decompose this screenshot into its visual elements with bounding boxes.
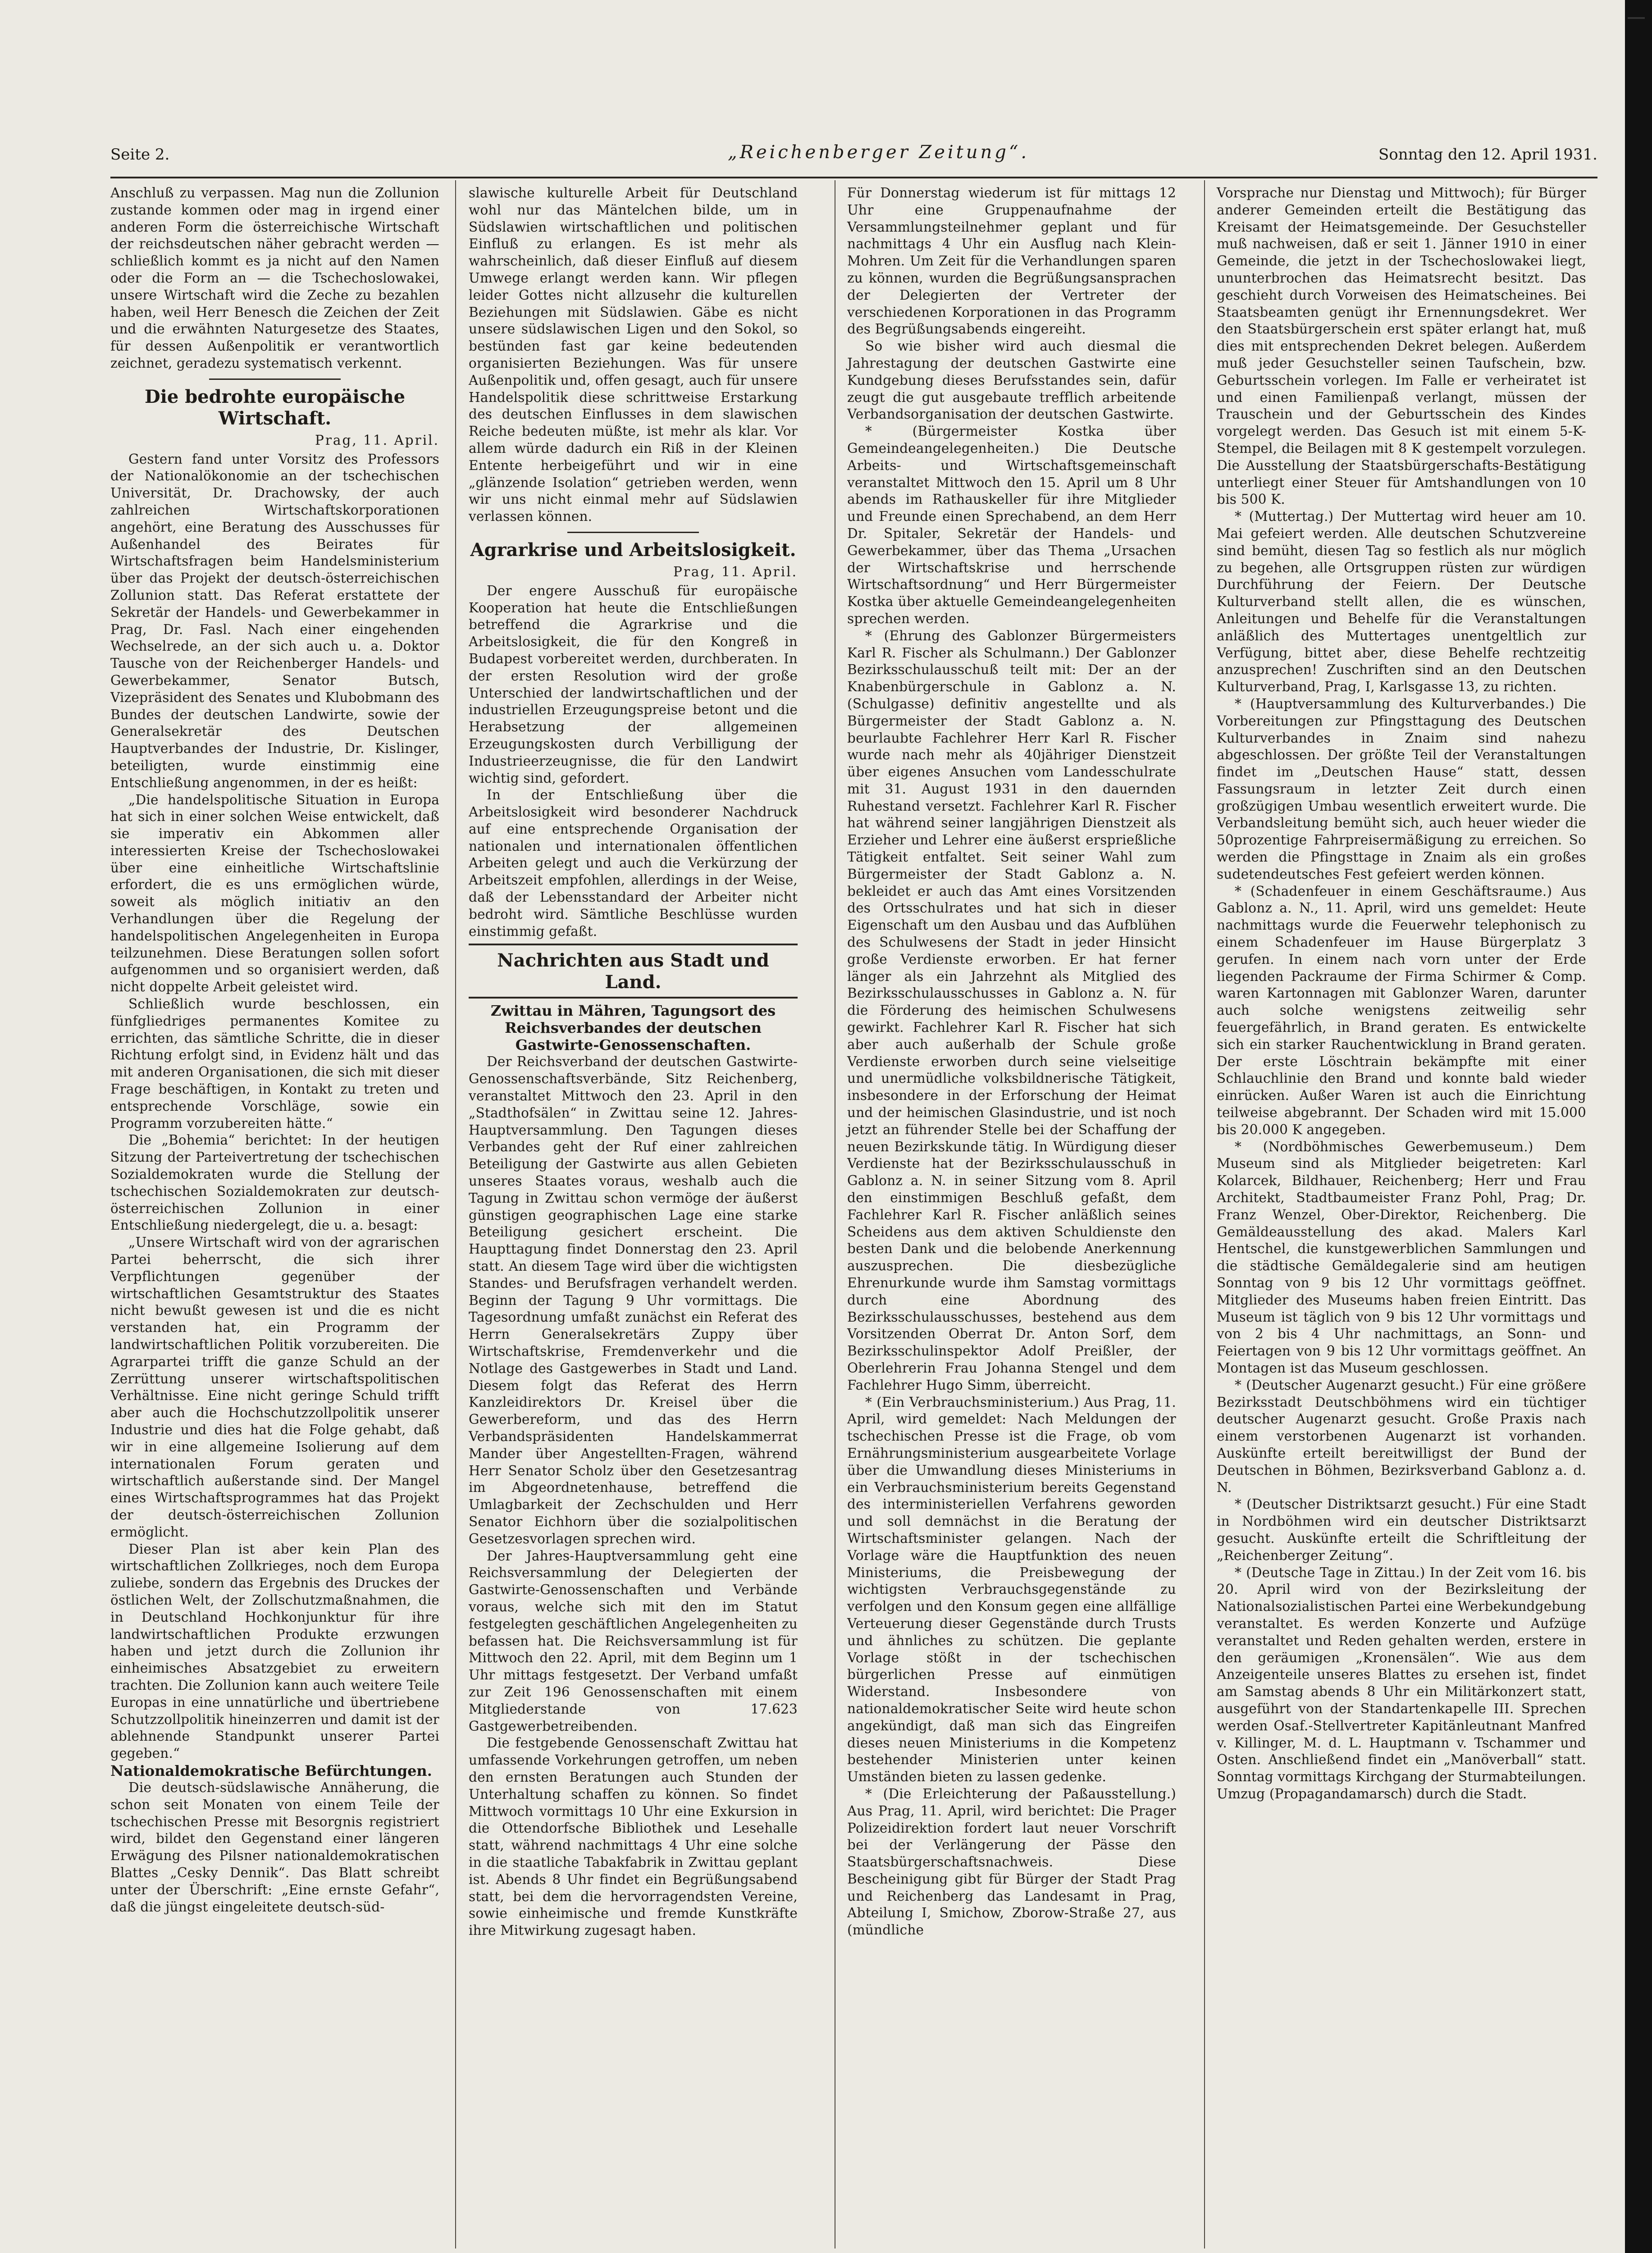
article-continuation: slawische kulturelle Arbeit für Deutschland wohl nur das Mäntelchen bilde, um in Südslawien wirtschaftlichen und politischen Einfluß zu erlangen. Es ist mehr als wahrscheinlich, daß dieser Einfluß auf diesem Umwege erlangt werden kann. Wir pflegen leider Gottes nicht allzusehr die kulturellen Beziehungen mit Südslawien. Gäbe es nicht unsere südslawischen Ligen und den Sokol, so bestünden fast gar keine bedeutenden organisierten Beziehungen. Was für unsere Außenpolitik und, offen gesagt, auch für unsere Handelspolitik diese schrittweise Erstarkung des deutschen Einflusses in dem slawischen Reiche bedeuten müßte, ist mehr als klar. Vor allem würde dadurch ein Riß in der Kleinen Entente herbeigeführt und wir in eine „glänzende Isolation“ getrieben werden, wenn wir uns nicht einmal mehr auf Südslawien verlassen können. xyxy=(469,185,798,524)
section-headline: Nachrichten aus Stadt und Land. xyxy=(497,950,769,993)
article-paragraph: Der Reichsverband der deutschen Gastwirte-Genossenschaftsverbände, Sitz Reichenberg, veranstaltet Mittwoch den 23. April in den „Stadthofsälen“ in Zwittau seine 12. Jahres-Hauptversammlung. Den Tagungen dieses Verbandes geht der Ruf einer zahlreichen Beteiligung der Gastwirte aus allen Gebieten unseres Staates voraus, weshalb auch die Tagung in Zwittau schon vermöge der äußerst günstigen geographischen Lage eine starke Beteiligung gesichert erscheint. Die Haupttagung findet Donnerstag den 23. April statt. An diesem Tage wird über die wichtigsten Standes- und Berufsfragen verhandelt werden. Beginn der Tagung 9 Uhr vormittags. Die Tagesordnung umfaßt zunächst ein Referat des Herrn Generalsekretärs Zuppy über Wirtschaftskrise, Fremdenverkehr und die Notlage des Gastgewerbes in Stadt und Land. Diesem folgt das Referat des Herrn Kanzleidirektors Dr. Kreisel über die Gewerbereform, und das des Herrn Verbandspräsidenten Handelskammerrat Mander über Angestellten-Fragen, während Herr Senator Scholz über den Gesetzesantrag im Abgeordnetenhause, betreffend die Umlagbarkeit der Zechschulden und Herr Senator Eichhorn über die sozialpolitischen Gesetzesvorlagen sprechen wird. xyxy=(469,1054,798,1546)
scan-edge xyxy=(1625,0,1652,2253)
article-paragraph: Die „Bohemia“ berichtet: In der heutigen Sitzung der Parteivertretung der tschechischen Sozialdemokraten wurde die Stellung der tschechischen Sozialdemokraten zur deutsch-österreichischen Zollunion in einer Entschließung niedergelegt, die u. a. besagt: xyxy=(110,1132,439,1233)
news-item: * (Schadenfeuer in einem Geschäftsraume.) Aus Gablonz a. N., 11. April, wird uns gemeldet: Heute nachmittags wurde die Feuerwehr telephonisch zu einem Schadenfeuer im Hause Bürgerplatz 3 gerufen. In einem nach vorn unter der Erde liegenden Packraume der Firma Schirmer & Comp. waren Kartonnagen mit Gablonzer Waren, darunter auch solche wenigstens zeitweilig sehr feuergefährlich, in Brand geraten. Es entwickelte sich ein starker Rauchentwicklung in Brand geraten. Der erste Löschtrain bekämpfte mit einer Schlauchlinie den Brand und konnte bald wieder einrücken. Außer Waren ist auch die Einrichtung teilweise abgebrannt. Der Schaden wird mit 15.000 bis 20.000 K angegeben. xyxy=(1217,883,1586,1137)
article-continuation: Vorsprache nur Dienstag und Mittwoch); für Bürger anderer Gemeinden erteilt die Bestätigung das Kreisamt der Heimatsgemeinde. Der Gesuchsteller muß nachweisen, daß er seit 1. Jänner 1910 in einer Gemeinde, die jetzt in der Tschechoslowakei liegt, ununterbrochen das Heimatsrecht besitzt. Das geschieht durch Vorweisen des Heimatscheines. Bei Staatsbeamten genügt ihr Ernennungsdekret. Wer den Staatsbürgerschein erst später erlangt hat, muß dies mit entsprechenden Dekret belegen. Außerdem muß jeder Gesuchsteller seinen Taufschein, bzw. Geburtsschein vorlegen. Im Falle er verheiratet ist und einen Familienpaß verlangt, müssen der Trauschein und der Geburtsschein des Kindes vorgelegt werden. Das Gesuch ist mit einem 5-K-Stempel, die Beilagen mit 8 K gestempelt vorzulegen. Die Ausstellung der Staatsbürgerschafts-Bestätigung unterliegt einer Steuer für Amtshandlungen von 10 bis 500 K. xyxy=(1217,185,1586,507)
article-paragraph: Der engere Ausschuß für europäische Kooperation hat heute die Entschließungen betreffend die Agrarkrise und die Arbeitslosigkeit, die für den Kongreß in Budapest vorbereitet werden, durchberaten. In der ersten Resolution wird der große Unterschied der landwirtschaftlichen und der industriellen Erzeugungspreise betont und die Herabsetzung der allgemeinen Erzeugungskosten durch Verbilligung der Industrieerzeugnisse, die für den Landwirt wichtig sind, gefordert. xyxy=(469,583,798,786)
news-item: * (Ehrung des Gablonzer Bürgermeisters Karl R. Fischer als Schulmann.) Der Gablonzer Bezirksschulausschuß teilt mit: Der an der Knabenbürgerschule in Gablonz a. N. (Schulgasse) definitiv angestellte und als Bürgermeister der Stadt Gablonz a. N. beurlaubte Fachlehrer Herr Karl R. Fischer wurde nach mehr als 40jähriger Dienstzeit über eigenes Ansuchen vom Landesschulrate mit 31. August 1931 in den dauernden Ruhestand versetzt. Fachlehrer Karl R. Fischer hat während seiner langjährigen Dienstzeit als Erzieher und Lehrer eine äußerst ersprießliche Tätigkeit entfaltet. Seit seiner Wahl zum Bürgermeister der Stadt Gablonz a. N. bekleidet er auch das Amt eines Vorsitzenden des Ortsschulrates und hat sich in dieser Eigenschaft um den Ausbau und das Aufblühen des Schulwesens der Stadt in jeder Hinsicht große Verdienste erworben. Er hat ferner länger als ein Jahrzehnt als Mitglied des Bezirksschulausschusses in Gablonz a. N. für die Förderung des heimischen Schulwesens gewirkt. Fachlehrer Karl R. Fischer hat sich aber auch außerhalb der Schule große Verdienste erworben durch seine vielseitige und unermüdliche volksbildnerische Tätigkeit, insbesondere in der Erforschung der Heimat und der heimischen Glasindustrie, und ist noch jetzt an führender Stelle bei der Schaffung der neuen Bezirkskunde tätig. In Würdigung dieser Verdienste hat der Bezirksschulausschuß in Gablonz a. N. in seiner Sitzung vom 8. April den einstimmigen Beschluß gefaßt, dem Fachlehrer Karl R. Fischer anläßlich seines Scheidens aus dem aktiven Schuldienste den besten Dank und die belobende Anerkennung auszusprechen. Die diesbezügliche Ehrenurkunde wurde ihm Samstag vormittags durch eine Abordnung des Bezirksschulausschusses, bestehend aus dem Vorsitzenden Oberrat Dr. Anton Sorf, dem Bezirksschulinspektor Adolf Preißler, der Oberlehrerin Frau Johanna Stengel und dem Fachlehrer Hugo Simm, überreicht. xyxy=(847,628,1176,1393)
article-paragraph: So wie bisher wird auch diesmal die Jahrestagung der deutschen Gastwirte eine Kundgebung dieses Berufsstandes sein, dafür zeugt die gut ausgebaute trefflich arbeitende Verbandsorganisation der deutschen Gastwirte. xyxy=(847,338,1176,422)
article-paragraph: Die festgebende Genossenschaft Zwittau hat umfassende Vorkehrungen getroffen, um neben den ernsten Beratungen auch Stunden der Unterhaltung schaffen zu können. So findet Mittwoch vormittags 10 Uhr eine Exkursion in die Ottendorfsche Bibliothek und Lesehalle statt, während nachmittags 4 Uhr eine solche in die staatliche Tabakfabrik in Zwittau geplant ist. Abends 8 Uhr findet ein Begrüßungsabend statt, bei dem die hervorragendsten Vereine, sowie einheimische und fremde Kunstkräfte ihre Mitwirkung zugesagt haben. xyxy=(469,1735,798,1938)
article-paragraph: Der Jahres-Hauptversammlung geht eine Reichsversammlung der Delegierten der Gastwirte-Genossenschaften und Verbände voraus, welche sich mit den im Statut festgelegten geschäftlichen Angelegenheiten zu befassen hat. Die Reichsversammlung ist für Mittwoch den 22. April, mit dem Beginn um 1 Uhr mittags festgesetzt. Der Verband umfaßt zur Zeit 196 Genossenschaften mit einem Mitgliederstande von 17.623 Gastgewerbetreibenden. xyxy=(469,1548,798,1734)
article-paragraph: Die deutsch-südslawische Annäherung, die schon seit Monaten von einem Teile der tschechischen Presse mit Besorgnis registriert wird, bildet den Gegenstand einer längeren Erwägung des Pilsner nationaldemokratischen Blattes „Cesky Dennik“. Das Blatt schreibt unter der Überschrift: „Eine ernste Gefahr“, daß die jüngst eingeleitete deutsch-süd- xyxy=(110,1779,439,1915)
news-item: * (Deutscher Distriktsarzt gesucht.) Für eine Stadt in Nordböhmen wird ein deutscher Distriktsarzt gesucht. Auskünfte erteilt die Schriftleitung der „Reichenberger Zeitung“. xyxy=(1217,1496,1586,1563)
column-divider xyxy=(1204,180,1205,2248)
article-paragraph: Dieser Plan ist aber kein Plan des wirtschaftlichen Zollkrieges, noch dem Europa zuliebe, sondern das Ergebnis des Druckes der östlichen Welt, der Zollschutzmaßnahmen, die in Deutschland Hochkonjunktur für ihre landwirtschaftlichen Produkte erzwungen haben und jetzt durch die Zollunion ihr einheimisches Absatzgebiet zu erweitern trachten. Die Zollunion kann auch weitere Teile Europas in eine unnatürliche und übertriebene Schutzzollpolitik hineinzerren und damit ist der ablehnende Standpunkt unserer Partei gegeben.“ xyxy=(110,1541,439,1761)
column-4 xyxy=(1217,185,1586,1803)
news-item: * (Deutsche Tage in Zittau.) In der Zeit vom 16. bis 20. April wird von der Bezirksleitung der Nationalsozialistischen Partei eine Werbekundgebung veranstaltet. Es werden Konzerte und Aufzüge veranstaltet und Reden gehalten werden, erstere in den geräumigen „Kronensälen“. Wie aus dem Anzeigenteile unseres Blattes zu ersehen ist, findet am Samstag abends 8 Uhr ein Militärkonzert statt, ausgeführt von der Standartenkapelle III. Sprechen werden Osaf.-Stellvertreter Kapitänleutnant Manfred v. Killinger, M. d. L. Hauptmann v. Tschammer und Osten. Anschließend findet ein „Manöverball“ statt. Sonntag vormittags Kirchgang der Sturmabteilungen. Umzug (Propagandamarsch) durch die Stadt. xyxy=(1217,1564,1586,1801)
article-paragraph: „Die handelspolitische Situation in Europa hat sich in einer solchen Weise entwickelt, daß sie imperativ ein Abkommen aller interessierten Kreise der Tschechoslowakei über eine einheitliche Wirtschaftslinie erfordert, die es uns ermöglichen würde, soweit als möglich initiativ an den Verhandlungen über die Regelung der handelspolitischen Angelegenheiten in Europa teilzunehmen. Diese Beratungen sollen sofort aufgenommen und so organisiert werden, daß nicht doppelte Arbeit geleistet wird. xyxy=(110,792,439,995)
article-paragraph: In der Entschließung über die Arbeitslosigkeit wird besonderer Nachdruck auf eine entsprechende Organisation der nationalen und internationalen öffentlichen Arbeiten gelegt und auch die Verkürzung der Arbeitszeit empfohlen, allerdings in der Weise, daß der Lebensstandard der Arbeiter nicht bedroht wird. Sämtliche Beschlüsse wurden einstimmig gefaßt. xyxy=(469,787,798,939)
article-dateline: Prag, 11. April. xyxy=(673,564,798,579)
page-header xyxy=(110,142,1597,173)
section-rule xyxy=(469,944,798,945)
news-item: * (Deutscher Augenarzt gesucht.) Für eine größere Bezirksstadt Deutschböhmens wird ein tüchtiger deutscher Augenarzt gesucht. Große Praxis nach einem verstorbenen Augenarzt ist vorhanden. Auskünfte erteilt bereitwilligst der Bund der Deutschen in Böhmen, Bezirksverband Gablonz a. d. N. xyxy=(1217,1377,1586,1495)
column-2 xyxy=(469,185,798,1939)
section-rule xyxy=(567,532,699,533)
article-headline: Agrarkrise und Arbeitslosigkeit. xyxy=(470,539,796,561)
article-subheading: Zwittau in Mähren, Tagungsort des Reichsverbandes der deutschen Gastwirte-Genossenschaften. xyxy=(490,1002,776,1054)
column-1 xyxy=(110,185,439,1916)
news-item: * (Muttertag.) Der Muttertag wird heuer am 10. Mai gefeiert werden. Alle deutschen Schutzvereine sind bemüht, diesen Tag so festlich als nur möglich zu begehen, alle Ortsgruppen rüsten zur würdigen Durchführung der Feiern. Der Deutsche Kulturverband stellt allen, die es wünschen, Anleitungen und Behelfe für die Veranstaltungen anläßlich des Muttertages unentgeltlich zur Verfügung, bittet aber, diese Behelfe rechtzeitig anzusprechen! Zuschriften sind an den Deutschen Kulturverband, Prag, I, Karlsgasse 13, zu richten. xyxy=(1217,509,1586,695)
news-item: * (Ein Verbrauchsministerium.) Aus Prag, 11. April, wird gemeldet: Nach Meldungen der tschechischen Presse ist die Frage, ob vom Ernährungsministerium ausgearbeitete Vorlage über die Umwandlung dieses Ministeriums in ein Verbrauchsministerium bereits Gegenstand des interministeriellen Verfahrens geworden und soll demnächst in die Beratung der Wirtschaftsminister gelangen. Nach der Vorlage wäre die Hauptfunktion des neuen Ministeriums, die Preisbewegung der wichtigsten Verbrauchsgegenstände zu verfolgen und den Konsum gegen eine allfällige Verteuerung dieser Gegenstände durch Trusts und ähnliches zu schützen. Die geplante Vorlage stößt in der tschechischen bürgerlichen Presse auf einmütigen Widerstand. Insbesondere von nationaldemokratischer Seite wird heute schon angekündigt, daß man sich das Eingreifen dieses neuen Ministeriums in die Kompetenz bestehender Ministerien unter keinen Umständen bieten zu lassen gedenke. xyxy=(847,1394,1176,1785)
header-rule xyxy=(110,177,1597,178)
article-paragraph: Gestern fand unter Vorsitz des Professors der Nationalökonomie an der tschechischen Universität, Dr. Drachowsky, der auch zahlreichen Wirtschaftskorporationen angehört, eine Beratung des Ausschusses für Außenhandel des Beirates für Wirtschaftsfragen beim Handelsministerium über das Projekt der deutsch-österreichischen Zollunion statt. Das Referat erstattete der Sekretär der Handels- und Gewerbekammer in Prag, Dr. Fasl. Nach einer eingehenden Wechselrede, an der sich auch u. a. Doktor Tausche von der Reichenberger Handels- und Gewerbekammer, Senator Butsch, Vizepräsident des Senates und Klubobmann des Bundes der deutschen Landwirte, sowie der Generalsekretär des Deutschen Hauptverbandes der Industrie, Dr. Kislinger, beteiligten, wurde einstimmig eine Entschließung angenommen, in der es heißt: xyxy=(110,451,439,790)
column-divider xyxy=(455,180,456,2248)
news-item: * (Nordböhmisches Gewerbemuseum.) Dem Museum sind als Mitglieder beigetreten: Karl Kolarcek, Bildhauer, Reichenberg; Herr und Frau Architekt, Stadtbaumeister Franz Pohl, Prag; Dr. Franz Wenzel, Ober-Direktor, Reichenberg. Die Gemäldeausstellung des akad. Malers Karl Hentschel, die kunstgewerblichen Sammlungen und die städtische Gemäldegalerie sind am heutigen Sonntag von 9 bis 12 Uhr vormittags geöffnet. Mitglieder des Museums haben freien Eintritt. Das Museum ist täglich von 9 bis 12 Uhr vormittags und von 2 bis 4 Uhr nachmittags, an Sonn- und Feiertagen von 9 bis 12 Uhr vormittags geöffnet. An Montagen ist das Museum geschlossen. xyxy=(1217,1139,1586,1376)
issue-date: Sonntag den 12. April 1931. xyxy=(1378,146,1597,164)
news-item: * (Bürgermeister Kostka über Gemeindeangelegenheiten.) Die Deutsche Arbeits- und Wirtschaftsgemeinschaft veranstaltet Mittwoch den 15. April um 8 Uhr abends im Rathauskeller für ihre Mitglieder und Freunde einen Sprechabend, an dem Herr Dr. Spitaler, Sekretär der Handels- und Gewerbekammer, über das Thema „Ursachen der Wirtschaftskrise und herrschende Wirtschaftsordnung“ und Herr Bürgermeister Kostka über aktuelle Gemeindeangelegenheiten sprechen werden. xyxy=(847,424,1176,626)
page-number: Seite 2. xyxy=(110,146,170,164)
article-continuation: Für Donnerstag wiederum ist für mittags 12 Uhr eine Gruppenaufnahme der Versammlungsteilnehmer geplant und für nachmittags 4 Uhr ein Ausflug nach Klein-Mohren. Um Zeit für die Verhandlungen sparen zu können, wurden die Begrüßungsansprachen der Delegierten der Vertreter der verschiedenen Korporationen in das Programm des Begrüßungsabends eingereiht. xyxy=(847,185,1176,337)
article-paragraph: Schließlich wurde beschlossen, ein fünfgliedriges permanentes Komitee zu errichten, das sämtliche Schritte, die in dieser Richtung erfolgt sind, in Evidenz hält und das mit anderen Organisationen, die sich mit dieser Frage beschäftigen, in Kontakt zu treten und entsprechende Vorschläge, sowie ein Programm vorzubereiten hätte.“ xyxy=(110,996,439,1131)
news-item: * (Die Erleichterung der Paßausstellung.) Aus Prag, 11. April, wird berichtet: Die Prager Polizeidirektion fordert laut neuer Vorschrift bei der Verlängerung der Pässe den Staatsbürgerschaftsnachweis. Diese Bescheinigung gibt für Bürger der Stadt Prag und Reichenberg das Landesamt in Prag, Abteilung I, Smichow, Zborow-Straße 27, aus (mündliche xyxy=(847,1786,1176,1938)
article-paragraph: „Unsere Wirtschaft wird von der agrarischen Partei beherrscht, die sich ihrer Verpflichtungen gegenüber der wirtschaftlichen Gesamtstruktur des Staates nicht bewußt gewesen ist und die es nicht verstanden hat, ein Programm der landwirtschaftlichen Politik vorzubereiten. Die Agrarpartei trifft die ganze Schuld an der Zerrüttung unserer wirtschaftspolitischen Verhältnisse. Eine nicht geringe Schuld trifft aber auch die Hochschutzzollpolitik unserer Industrie und dies hat die Folge gehabt, daß wir in eine allgemeine Isolierung auf dem internationalen Forum geraten und wirtschaftlich außerstande sind. Der Mangel eines Wirtschaftsprogrammes hat das Projekt der deutsch-österreichischen Zollunion ermöglicht. xyxy=(110,1235,439,1540)
news-item: * (Hauptversammlung des Kulturverbandes.) Die Vorbereitungen zur Pfingsttagung des Deutschen Kulturverbandes in Znaim sind nahezu abgeschlossen. Der größte Teil der Veranstaltungen findet im „Deutschen Hause“ statt, dessen Fassungsraum in letzter Zeit durch einen großzügigen Umbau wesentlich erweitert wurde. Die Verbandsleitung bemüht sich, auch heuer wieder die 50prozentige Fahrpreisermäßigung zu erreichen. So werden die Pfingsttage in Znaim als ein großes sudetendeutsches Fest gefeiert werden können. xyxy=(1217,696,1586,882)
section-rule xyxy=(209,379,341,380)
article-subheading: Nationaldemokratische Befürchtungen. xyxy=(110,1762,432,1779)
section-rule xyxy=(469,997,798,999)
article-headline: Die bedrohte europäische Wirtschaft. xyxy=(144,386,406,429)
article-dateline: Prag, 11. April. xyxy=(315,432,439,448)
masthead: „Reichenberger Zeitung“. xyxy=(728,142,1030,163)
column-3 xyxy=(847,185,1176,1939)
registration-mark xyxy=(1628,0,1645,19)
article-continuation: Anschluß zu verpassen. Mag nun die Zollunion zustande kommen oder mag in irgend einer anderen Form die österreichische Wirtschaft der reichsdeutschen näher gebracht werden — schließlich kommt es ja nicht auf den Namen oder die Form an — die Tschechoslowakei, unsere Wirtschaft wird die Zeche zu bezahlen haben, weil Herr Benesch die Zeichen der Zeit und die erwähnten Naturgesetze des Staates, für dessen Außenpolitik er verantwortlich zeichnet, geradezu systematisch verkennt. xyxy=(110,185,439,371)
